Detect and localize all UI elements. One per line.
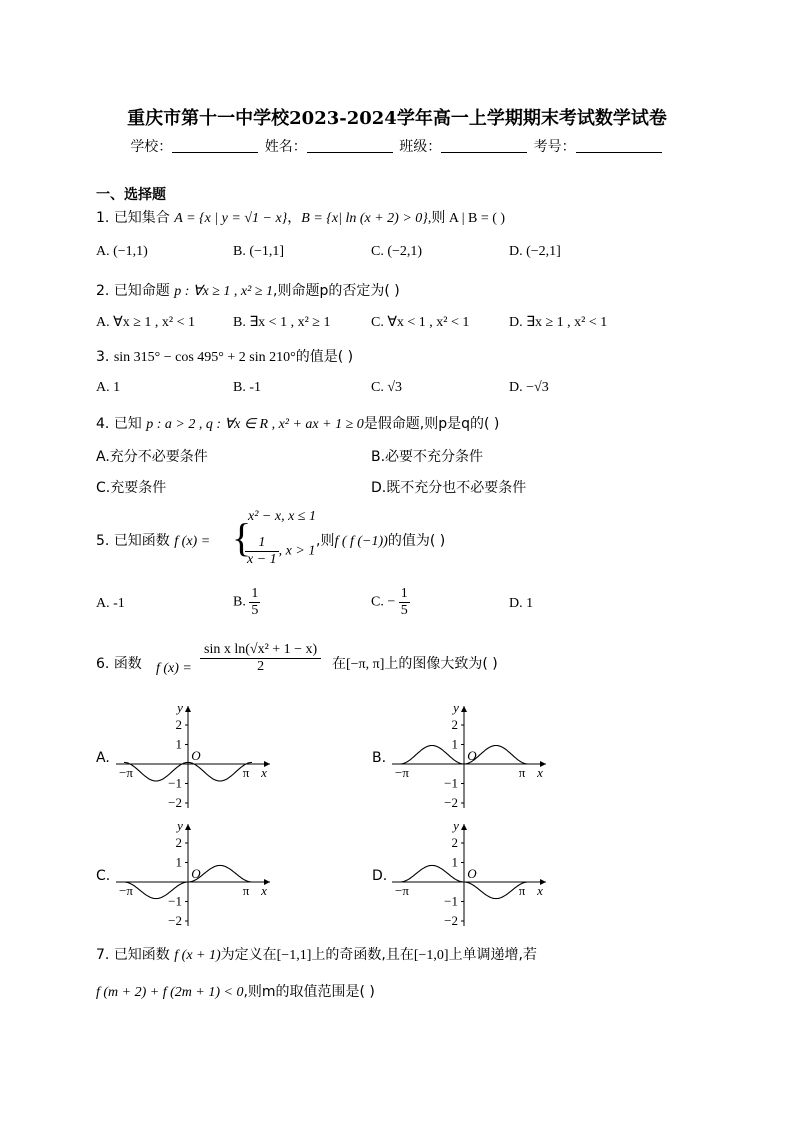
x-tick-label-neg-pi: −π — [119, 883, 133, 898]
q1-set-a: A = {x | y = √1 − x} — [174, 211, 288, 226]
number-label: 考号： — [533, 139, 576, 155]
question-5-lead — [96, 530, 210, 550]
q3-tail: 的值是( ) — [295, 349, 354, 365]
q1-option-b[interactable]: B. (−1,1] — [233, 244, 285, 259]
class-label: 班级： — [399, 139, 442, 155]
q5-number: 5. — [96, 533, 110, 549]
q5-b-den: 5 — [251, 603, 259, 618]
q3-expr: sin 315° − cos 495° + 2 sin 210° — [113, 350, 296, 365]
school-blank[interactable] — [172, 138, 258, 153]
q7-lead: 已知函数 — [113, 947, 170, 963]
q1-number: 1. — [96, 210, 110, 226]
q5-brace: { — [232, 515, 252, 560]
y-tick-label: −1 — [168, 775, 182, 791]
q2-number: 2. — [96, 283, 110, 299]
question-7 — [96, 944, 537, 964]
q5-case2-den: x − 1 — [247, 552, 277, 567]
q4-expr: p : a > 2 , q : ∀x ∈ R , x² + ax + 1 ≥ 0 — [146, 417, 364, 432]
graph-a[interactable] — [108, 700, 278, 812]
q7-int2: [−1,0] — [413, 948, 449, 963]
q6-lead: 函数 — [113, 656, 142, 672]
origin-label: O — [467, 748, 477, 763]
q1-lead: 已知集合 — [113, 210, 170, 226]
school-label: 学校： — [130, 139, 173, 155]
x-tick-label-neg-pi: −π — [395, 765, 409, 780]
y-axis-label: y — [453, 700, 459, 715]
q1-set-b: B = {x| ln (x + 2) > 0} — [301, 211, 428, 226]
section-heading: 一、选择题 — [96, 187, 166, 203]
x-tick-label-pi: π — [518, 765, 526, 780]
q5-case2-num: 1 — [245, 535, 279, 552]
q5-b-num: 1 — [251, 586, 259, 601]
q3-number: 3. — [96, 349, 110, 365]
q4-lead: 已知 — [113, 416, 142, 432]
q6-frac-num: sin x ln(√x² + 1 − x) — [200, 642, 321, 659]
class-blank[interactable] — [441, 138, 527, 153]
graph-a-label[interactable]: A. — [96, 750, 110, 766]
y-axis-label: y — [453, 818, 459, 833]
q1-option-d[interactable]: D. (−2,1] — [509, 244, 561, 259]
q5-case1: x² − x, x ≤ 1 — [248, 509, 316, 524]
q1-sep: ， — [287, 210, 302, 226]
y-axis-arrow — [185, 706, 191, 712]
y-tick-label: −2 — [168, 913, 182, 928]
q2-expr: p : ∀x ≥ 1 , x² ≥ 1 — [174, 284, 273, 299]
q2-option-d[interactable]: D. ∃x ≥ 1 , x² < 1 — [509, 315, 608, 330]
x-tick-label-neg-pi: −π — [395, 883, 409, 898]
x-tick-label-pi: π — [242, 883, 250, 898]
q5-lead: 已知函数 — [113, 533, 170, 549]
q3-option-a[interactable]: A. 1 — [96, 380, 121, 395]
name-blank[interactable] — [307, 138, 393, 153]
q6-tail2: 上的图像大致为( ) — [384, 656, 498, 672]
q6-interval: [−π, π] — [346, 657, 385, 672]
q5-option-c[interactable] — [371, 586, 410, 619]
q5-tail — [316, 530, 445, 550]
q7-tail2: ,则m的取值范围是( ) — [243, 984, 375, 1000]
q3-option-c[interactable]: C. √3 — [371, 380, 403, 395]
q4-option-c[interactable]: C.充要条件 — [96, 480, 167, 496]
student-info-line — [0, 136, 794, 156]
x-axis-label: x — [261, 765, 267, 780]
y-tick-label: 1 — [175, 736, 182, 752]
q7-mid1: 为定义在 — [220, 947, 277, 963]
q5-b-label: B. — [233, 594, 246, 610]
q5-expr2: f ( f (−1)) — [334, 534, 388, 549]
q5-option-a[interactable]: A. -1 — [96, 596, 125, 611]
q6-tail1: 在 — [332, 656, 346, 672]
question-6-lead — [96, 653, 142, 673]
q2-lead: 已知命题 — [113, 283, 170, 299]
q7-mid2: 上的奇函数,且在 — [311, 947, 414, 963]
q2-option-a[interactable]: A. ∀x ≥ 1 , x² < 1 — [96, 315, 195, 330]
q6-fraction — [200, 642, 321, 675]
y-tick-label: −1 — [444, 893, 458, 909]
q7-expr2: f (m + 2) + f (2m + 1) < 0 — [96, 985, 244, 1000]
y-tick-label: 2 — [451, 835, 458, 850]
q2-option-b[interactable]: B. ∃x < 1 , x² ≥ 1 — [233, 315, 331, 330]
y-tick-label: 1 — [175, 854, 182, 870]
q1-option-c[interactable]: C. (−2,1) — [371, 244, 423, 259]
graph-c[interactable] — [108, 818, 278, 930]
q5-option-d[interactable]: D. 1 — [509, 596, 534, 611]
q4-option-d[interactable]: D.既不充分也不必要条件 — [371, 480, 527, 496]
y-tick-label: −1 — [444, 775, 458, 791]
q5-fx: f (x) = — [174, 534, 211, 549]
question-3 — [96, 346, 353, 366]
graph-c-label[interactable]: C. — [96, 868, 111, 884]
q2-tail: ,则命题p的否定为( ) — [273, 283, 400, 299]
y-axis-arrow — [461, 706, 467, 712]
q7-expr1: f (x + 1) — [174, 948, 221, 963]
y-axis-arrow — [461, 824, 467, 830]
q5-c-label: C. − — [371, 594, 396, 610]
x-tick-label-pi: π — [518, 883, 526, 898]
q6-number: 6. — [96, 656, 110, 672]
origin-label: O — [467, 866, 477, 881]
q5-c-num: 1 — [400, 586, 408, 601]
y-tick-label: 2 — [175, 835, 182, 850]
y-tick-label: −2 — [444, 795, 458, 810]
q4-number: 4. — [96, 416, 110, 432]
q4-tail: 是假命题,则p是q的( ) — [363, 416, 500, 432]
q6-tail — [332, 653, 498, 673]
q5-case2-cond: , x > 1 — [278, 543, 316, 559]
q3-option-d[interactable]: D. −√3 — [509, 380, 549, 395]
q7-number: 7. — [96, 947, 110, 963]
y-axis-label: y — [177, 700, 183, 715]
graph-b-label[interactable]: B. — [372, 750, 387, 766]
q1-tail: ,则 A | B = ( ) — [427, 211, 506, 226]
y-tick-label: −1 — [168, 893, 182, 909]
y-tick-label: 2 — [175, 717, 182, 732]
x-tick-label-neg-pi: −π — [119, 765, 133, 780]
graph-b[interactable] — [384, 700, 554, 812]
q7-tail1: 上单调递增,若 — [448, 947, 538, 963]
y-tick-label: 1 — [451, 736, 458, 752]
q5-c-den: 5 — [400, 603, 408, 618]
question-4 — [96, 413, 499, 433]
y-axis-label: y — [177, 818, 183, 833]
q5-tail1: ,则 — [316, 533, 335, 549]
number-blank[interactable] — [576, 138, 662, 153]
y-tick-label: 1 — [451, 854, 458, 870]
q3-option-b[interactable]: B. -1 — [233, 380, 261, 395]
name-label: 姓名： — [264, 139, 307, 155]
question-7-line2 — [96, 981, 375, 1001]
q6-fx: f (x) = — [156, 661, 192, 676]
q6-frac-den: 2 — [257, 659, 265, 674]
y-tick-label: −2 — [168, 795, 182, 810]
x-axis-label: x — [537, 883, 543, 898]
exam-title: 重庆市第十一中学校2023-2024学年高一上学期期末考试数学试卷 — [127, 108, 667, 129]
q5-tail2: 的值为( ) — [387, 533, 446, 549]
y-axis-arrow — [185, 824, 191, 830]
x-tick-label-pi: π — [242, 765, 250, 780]
x-axis-label: x — [261, 883, 267, 898]
origin-label: O — [191, 748, 201, 763]
q7-int1: [−1,1] — [276, 948, 312, 963]
graph-d[interactable] — [384, 818, 554, 930]
q5-case2 — [245, 535, 315, 568]
q4-option-a[interactable]: A.充分不必要条件 — [96, 449, 208, 465]
q1-option-a[interactable]: A. (−1,1) — [96, 244, 148, 259]
question-2 — [96, 280, 400, 300]
q4-option-b[interactable]: B.必要不充分条件 — [371, 449, 484, 465]
y-tick-label: 2 — [451, 717, 458, 732]
origin-label: O — [191, 866, 201, 881]
question-1 — [96, 207, 505, 227]
q2-option-c[interactable]: C. ∀x < 1 , x² < 1 — [371, 315, 470, 330]
y-tick-label: −2 — [444, 913, 458, 928]
graph-d-label[interactable]: D. — [372, 868, 388, 884]
q5-option-b[interactable] — [233, 586, 260, 619]
x-axis-label: x — [537, 765, 543, 780]
